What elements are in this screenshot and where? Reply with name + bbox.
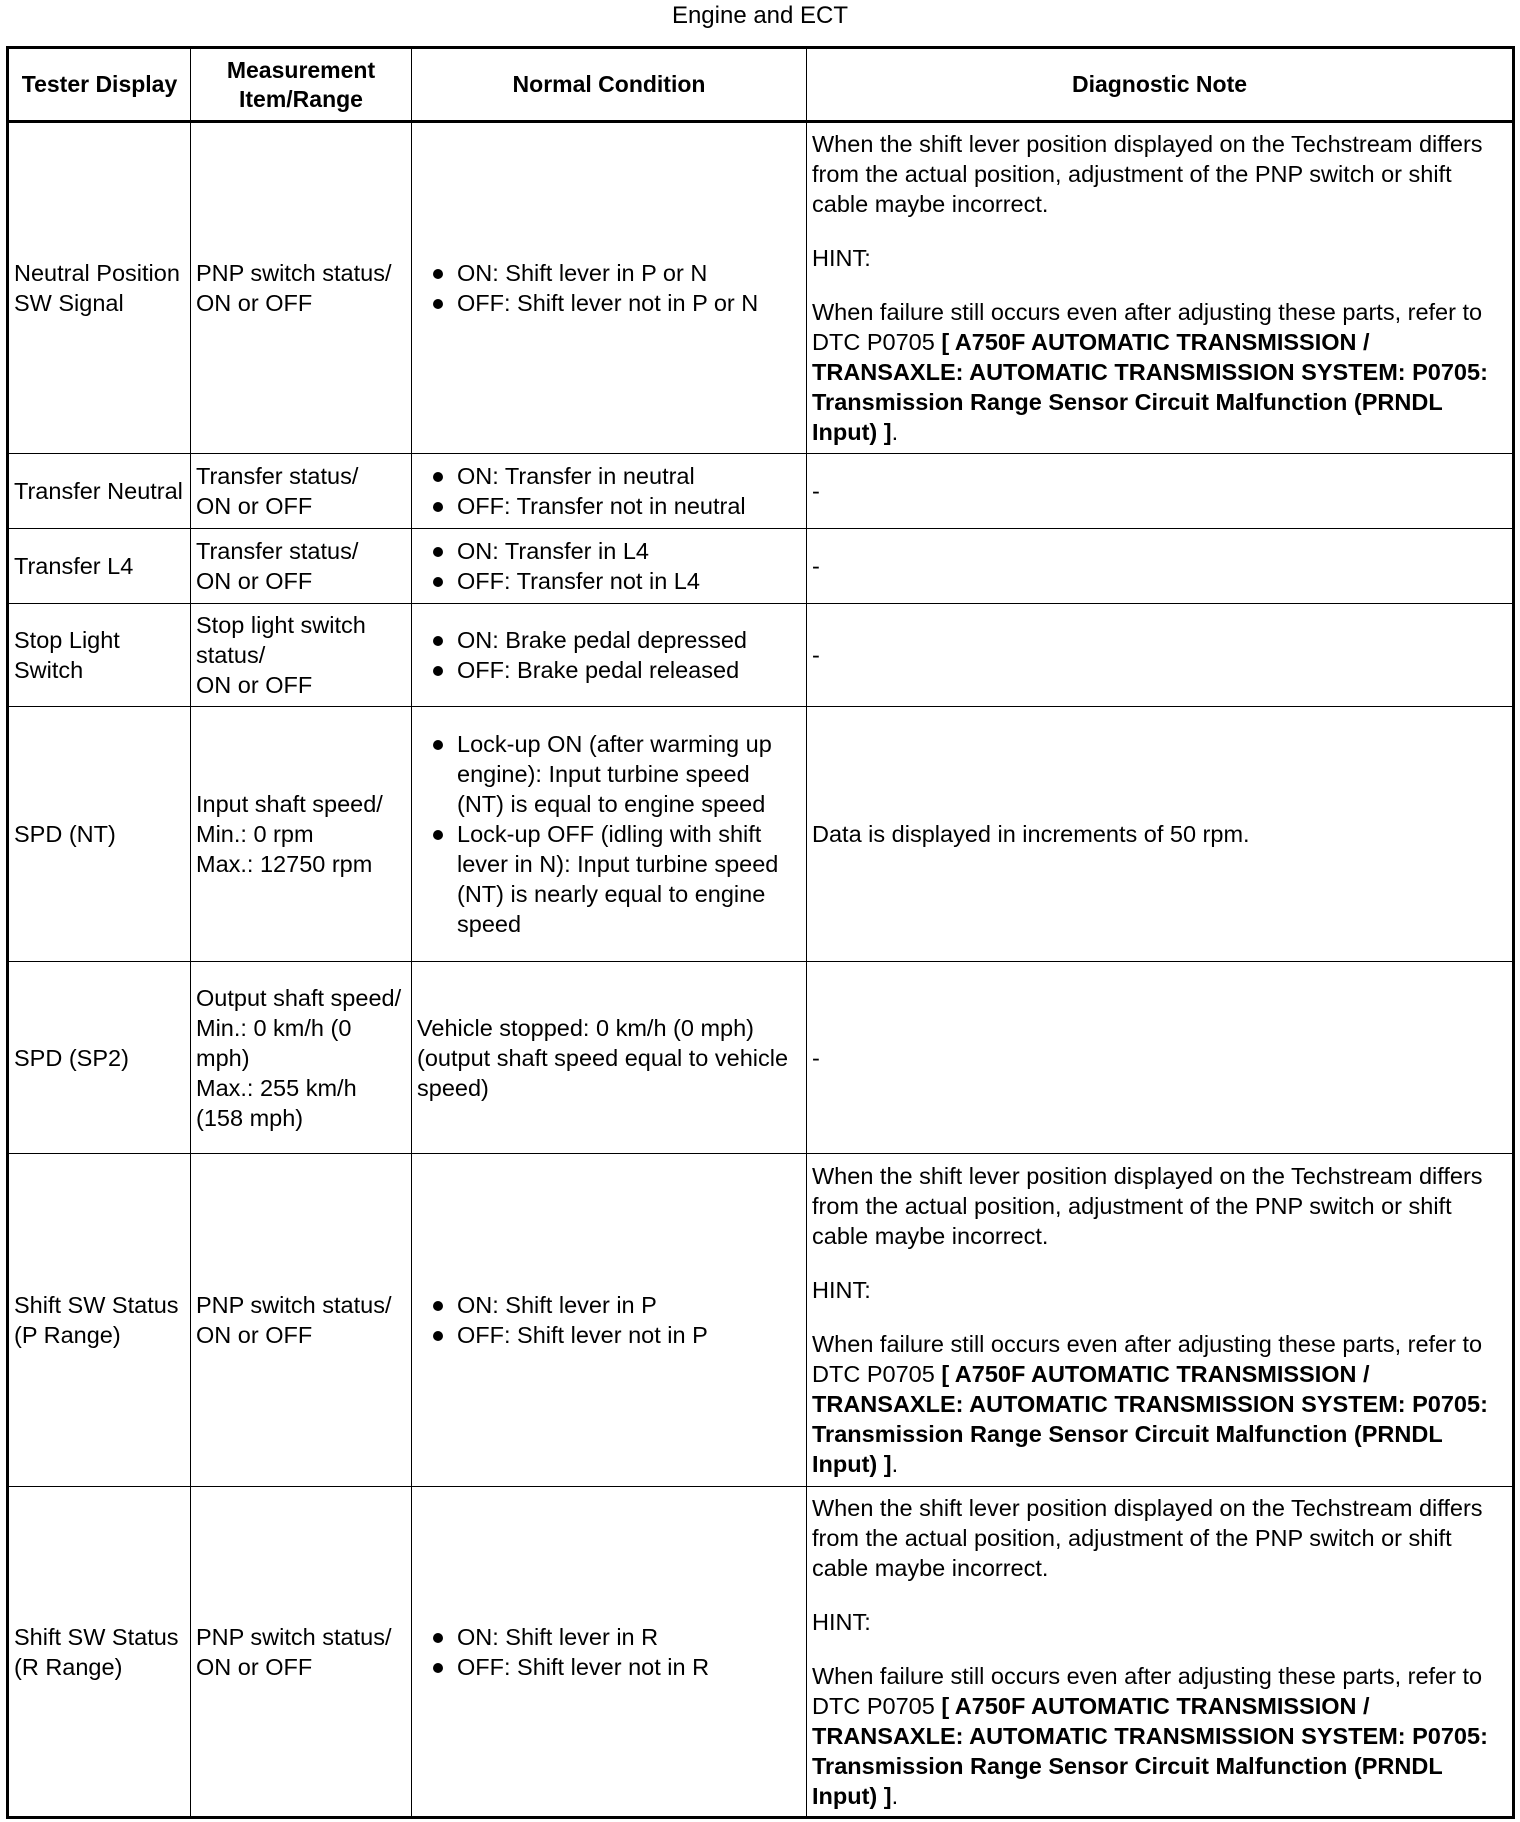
- list-item: OFF: Transfer not in L4: [417, 566, 801, 596]
- measurement-cell: [191, 1487, 412, 1818]
- tester-display-cell: Transfer Neutral: [8, 454, 191, 529]
- measurement-line: Input shaft speed/: [196, 791, 383, 817]
- normal-condition-cell: [412, 707, 807, 962]
- diagnostic-note-cell: [807, 1487, 1514, 1818]
- measurement-line: ON or OFF: [196, 1653, 313, 1680]
- tester-display-cell: Shift SW Status (R Range): [8, 1487, 191, 1818]
- header-row: [8, 48, 1514, 122]
- measurement-cell: [191, 1154, 412, 1487]
- dtc-reference-link[interactable]: [ A750F AUTOMATIC TRANSMISSION / TRANSAXLE: AUTOMATIC TRANSMISSION SYSTEM: P0705: Transmission Range Sensor Circuit Malfunction (PRNDL Input) ]: [812, 1692, 1488, 1809]
- tester-display-cell: Neutral Position SW Signal: [8, 122, 191, 454]
- bullet-icon: [433, 577, 443, 587]
- table-row: [8, 454, 1514, 529]
- normal-condition-cell: [412, 604, 807, 707]
- list-item: ON: Brake pedal depressed: [417, 625, 801, 655]
- diagnostic-note-cell: -: [807, 604, 1514, 707]
- measurement-line: ON or OFF: [196, 290, 313, 316]
- measurement-line: Max.: 255 km/h (158 mph): [196, 1074, 357, 1131]
- measurement-cell: [191, 707, 412, 962]
- measurement-line: Stop light switch status/: [196, 612, 366, 668]
- measurement-cell: [191, 604, 412, 707]
- tester-display-cell: SPD (NT): [8, 707, 191, 962]
- table-row: [8, 1154, 1514, 1487]
- header-tester-display: Tester Display: [8, 48, 191, 122]
- list-item: ON: Shift lever in P: [417, 1290, 801, 1320]
- measurement-line: Transfer status/: [196, 538, 359, 564]
- measurement-line: Transfer status/: [196, 463, 359, 489]
- measurement-line: Max.: 12750 rpm: [196, 851, 373, 877]
- normal-condition-cell: [412, 1487, 807, 1818]
- normal-condition-cell: [412, 1154, 807, 1487]
- bullet-icon: [433, 636, 443, 646]
- measurement-cell: [191, 454, 412, 529]
- table-row: [8, 707, 1514, 962]
- table-row: [8, 1487, 1514, 1818]
- list-item: Lock-up ON (after warming up engine): Input turbine speed (NT) is equal to engine speed: [417, 729, 801, 819]
- tester-display-cell: Shift SW Status (P Range): [8, 1154, 191, 1487]
- header-diagnostic-note: Diagnostic Note: [807, 48, 1514, 122]
- diagnostic-note-cell: [807, 1154, 1514, 1487]
- bullet-icon: [433, 547, 443, 557]
- diagnostic-note-cell: -: [807, 454, 1514, 529]
- list-item: OFF: Shift lever not in R: [417, 1652, 801, 1682]
- tester-display-cell: Stop Light Switch: [8, 604, 191, 707]
- measurement-line: Output shaft speed/: [196, 984, 402, 1011]
- measurement-cell: [191, 962, 412, 1154]
- diagnostic-note-cell: Data is displayed in increments of 50 rpm.: [807, 707, 1514, 962]
- list-item: ON: Transfer in L4: [417, 536, 801, 566]
- hint-label: HINT:: [812, 245, 871, 271]
- table-row: [8, 962, 1514, 1154]
- normal-condition-cell: [412, 529, 807, 604]
- note-paragraph: When the shift lever position displayed on the Techstream differs from the actual position, adjustment of the PNP switch or shift cable maybe incorrect.: [812, 131, 1483, 217]
- measurement-line: Min.: 0 km/h (0 mph): [196, 1014, 352, 1071]
- bullet-icon: [433, 299, 443, 309]
- header-normal-condition: Normal Condition: [412, 48, 807, 122]
- tester-display-cell: SPD (SP2): [8, 962, 191, 1154]
- measurement-cell: [191, 529, 412, 604]
- hint-label: HINT:: [812, 1608, 871, 1635]
- tester-display-cell: Transfer L4: [8, 529, 191, 604]
- measurement-line: PNP switch status/: [196, 1623, 392, 1650]
- bullet-icon: [433, 472, 443, 482]
- measurement-line: PNP switch status/: [196, 1292, 392, 1318]
- bullet-icon: [433, 666, 443, 676]
- measurement-line: ON or OFF: [196, 1322, 313, 1348]
- bullet-icon: [433, 502, 443, 512]
- normal-condition-cell: Vehicle stopped: 0 km/h (0 mph) (output shaft speed equal to vehicle speed): [412, 962, 807, 1154]
- table-row: [8, 529, 1514, 604]
- diagnostic-note-cell: -: [807, 962, 1514, 1154]
- normal-condition-cell: [412, 122, 807, 454]
- bullet-icon: [433, 740, 443, 750]
- list-item: ON: Shift lever in R: [417, 1622, 801, 1652]
- measurement-line: ON or OFF: [196, 672, 313, 698]
- measurement-line: ON or OFF: [196, 493, 313, 519]
- note-paragraph: When the shift lever position displayed on the Techstream differs from the actual position, adjustment of the PNP switch or shift cable maybe incorrect.: [812, 1163, 1483, 1249]
- list-item: ON: Shift lever in P or N: [417, 258, 801, 288]
- list-item: Lock-up OFF (idling with shift lever in N): Input turbine speed (NT) is nearly equal to engine speed: [417, 819, 801, 939]
- bullet-icon: [433, 830, 443, 840]
- data-list-table: [6, 46, 1515, 1819]
- list-item: OFF: Shift lever not in P: [417, 1320, 801, 1350]
- bullet-icon: [433, 1331, 443, 1341]
- table-row: [8, 122, 1514, 454]
- bullet-icon: [433, 1633, 443, 1643]
- list-item: OFF: Transfer not in neutral: [417, 491, 801, 521]
- measurement-line: Min.: 0 rpm: [196, 821, 314, 847]
- note-paragraph: When failure still occurs even after adjusting these parts, refer to DTC P0705 [ A750F AUTOMATIC TRANSMISSION / TRANSAXLE: AUTOMATIC TRANSMISSION SYSTEM: P0705: Transmission Range Sensor Circuit Malfunction (PRNDL Input) ].: [812, 1331, 1488, 1477]
- dtc-reference-link[interactable]: [ A750F AUTOMATIC TRANSMISSION / TRANSAXLE: AUTOMATIC TRANSMISSION SYSTEM: P0705: Transmission Range Sensor Circuit Malfunction (PRNDL Input) ]: [812, 329, 1488, 445]
- bullet-icon: [433, 1663, 443, 1673]
- note-paragraph: When failure still occurs even after adjusting these parts, refer to DTC P0705 [ A750F AUTOMATIC TRANSMISSION / TRANSAXLE: AUTOMATIC TRANSMISSION SYSTEM: P0705: Transmission Range Sensor Circuit Malfunction (PRNDL Input) ].: [812, 299, 1488, 445]
- dtc-reference-link[interactable]: [ A750F AUTOMATIC TRANSMISSION / TRANSAXLE: AUTOMATIC TRANSMISSION SYSTEM: P0705: Transmission Range Sensor Circuit Malfunction (PRNDL Input) ]: [812, 1361, 1488, 1477]
- measurement-line: PNP switch status/: [196, 260, 392, 286]
- list-item: OFF: Shift lever not in P or N: [417, 288, 801, 318]
- page-title: Engine and ECT: [671, 2, 849, 29]
- list-item: ON: Transfer in neutral: [417, 461, 801, 491]
- list-item: OFF: Brake pedal released: [417, 655, 801, 685]
- diagnostic-note-cell: [807, 122, 1514, 454]
- bullet-icon: [433, 1301, 443, 1311]
- measurement-cell: [191, 122, 412, 454]
- bullet-icon: [433, 269, 443, 279]
- note-paragraph: When the shift lever position displayed on the Techstream differs from the actual position, adjustment of the PNP switch or shift cable maybe incorrect.: [812, 1494, 1483, 1581]
- hint-label: HINT:: [812, 1277, 871, 1303]
- note-paragraph: When failure still occurs even after adjusting these parts, refer to DTC P0705 [ A750F AUTOMATIC TRANSMISSION / TRANSAXLE: AUTOMATIC TRANSMISSION SYSTEM: P0705: Transmission Range Sensor Circuit Malfunction (PRNDL Input) ].: [812, 1662, 1488, 1809]
- header-measurement: Measurement Item/Range: [191, 48, 412, 122]
- normal-condition-cell: [412, 454, 807, 529]
- diagnostic-note-cell: -: [807, 529, 1514, 604]
- measurement-line: ON or OFF: [196, 568, 313, 594]
- table-row: [8, 604, 1514, 707]
